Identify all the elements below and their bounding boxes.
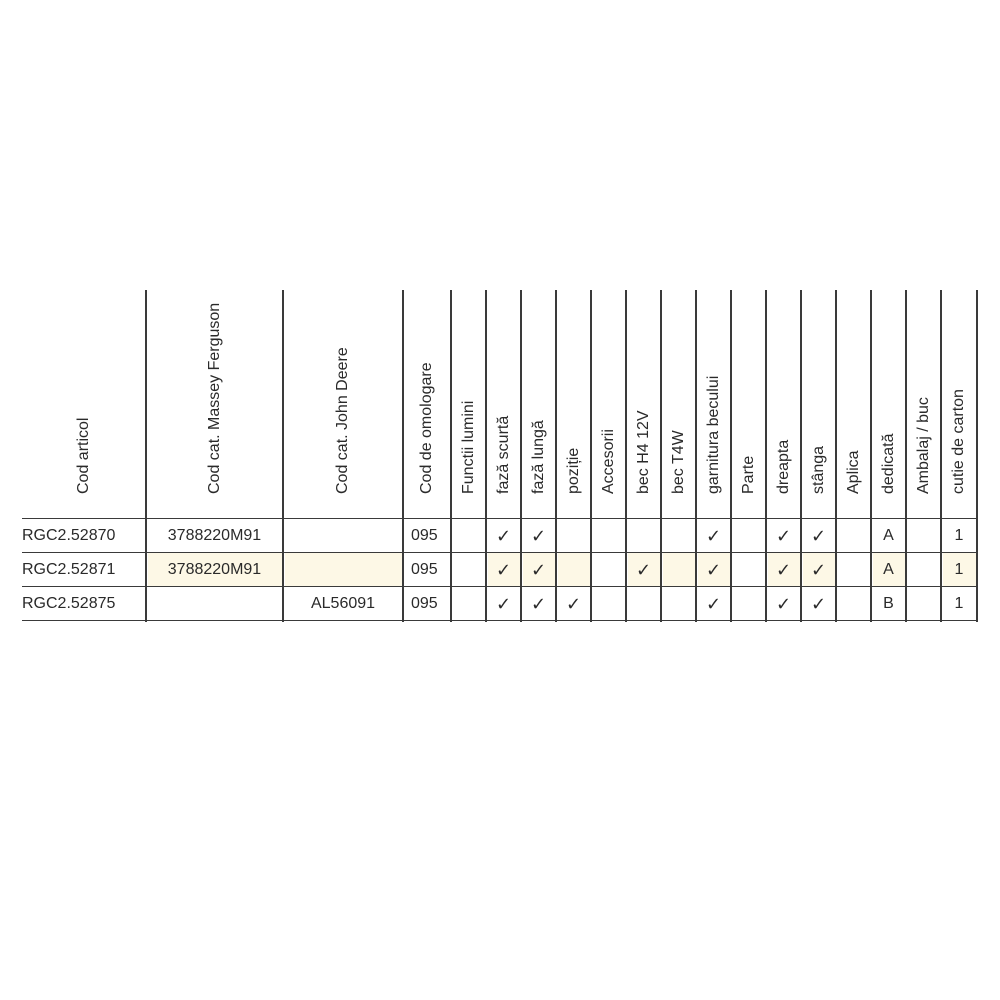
table-cell: RGC2.52871 xyxy=(22,561,116,578)
column-header xyxy=(451,290,486,518)
column-header-label: Accesorii xyxy=(599,429,617,494)
check-mark-icon: ✓ xyxy=(705,594,722,614)
check-mark-icon: ✓ xyxy=(775,560,792,580)
check-mark-icon: ✓ xyxy=(530,526,547,546)
column-header-label: fază lungă xyxy=(529,420,547,494)
check-mark-icon: ✓ xyxy=(810,526,827,546)
column-divider xyxy=(590,290,592,622)
row-highlight xyxy=(285,553,403,587)
column-header xyxy=(871,290,906,518)
column-header xyxy=(486,290,521,518)
column-header-label: poziție xyxy=(564,447,582,494)
check-mark-icon: ✓ xyxy=(775,594,792,614)
column-divider xyxy=(402,290,404,622)
column-header-label: dedicată xyxy=(879,433,897,494)
column-header xyxy=(591,290,626,518)
table-cell: A xyxy=(883,527,894,544)
column-header xyxy=(146,290,283,518)
table-cell: B xyxy=(883,595,894,612)
column-header-label: bec T4W xyxy=(669,430,687,494)
table-cell: 1 xyxy=(954,561,964,578)
column-header-label: bec H4 12V xyxy=(634,410,652,494)
check-mark-icon: ✓ xyxy=(705,560,722,580)
column-header xyxy=(283,290,403,518)
column-header xyxy=(836,290,871,518)
table-cell: 095 xyxy=(411,561,438,578)
column-header-label: Cod articol xyxy=(75,417,92,494)
check-mark-icon: ✓ xyxy=(565,594,582,614)
row-highlight xyxy=(558,553,591,587)
table-cell: AL56091 xyxy=(310,595,376,612)
table-cell: RGC2.52875 xyxy=(22,595,116,612)
column-header-label: dreapta xyxy=(774,439,792,494)
column-header xyxy=(766,290,801,518)
column-header-label: fază scurtă xyxy=(494,415,512,494)
table-cell: 1 xyxy=(954,595,964,612)
column-header-label: Aplica xyxy=(844,450,862,494)
column-header xyxy=(403,290,451,518)
check-mark-icon: ✓ xyxy=(810,594,827,614)
column-header xyxy=(801,290,836,518)
column-header xyxy=(696,290,731,518)
column-header-label: cutie de carton xyxy=(950,389,967,494)
column-header-label: Cod de omologare xyxy=(418,362,435,494)
row-highlight xyxy=(663,553,696,587)
table-cell: 1 xyxy=(954,527,964,544)
table-cell: 095 xyxy=(411,595,438,612)
check-mark-icon: ✓ xyxy=(495,526,512,546)
column-header xyxy=(731,290,766,518)
check-mark-icon: ✓ xyxy=(705,526,722,546)
column-header xyxy=(906,290,941,518)
table-cell: 3788220M91 xyxy=(167,561,262,578)
column-header xyxy=(521,290,556,518)
spec-table xyxy=(22,290,977,620)
check-mark-icon: ✓ xyxy=(530,594,547,614)
column-header-label: garnitura becului xyxy=(704,375,722,494)
column-header-label: Cod cat. John Deere xyxy=(334,347,351,494)
column-header-label: stânga xyxy=(809,445,827,494)
column-header xyxy=(661,290,696,518)
check-mark-icon: ✓ xyxy=(810,560,827,580)
table-cell: RGC2.52870 xyxy=(22,527,116,544)
column-header-label: Cod cat. Massey Ferguson xyxy=(205,302,223,494)
column-header xyxy=(626,290,661,518)
column-header-label: Parte xyxy=(739,455,757,494)
table-cell: 095 xyxy=(411,527,438,544)
column-header xyxy=(556,290,591,518)
table-cell: A xyxy=(883,561,894,578)
column-header xyxy=(22,290,146,518)
table-cell: 3788220M91 xyxy=(167,527,262,544)
column-header xyxy=(941,290,977,518)
check-mark-icon: ✓ xyxy=(530,560,547,580)
check-mark-icon: ✓ xyxy=(635,560,652,580)
column-header-label: Functii lumini xyxy=(459,400,477,494)
check-mark-icon: ✓ xyxy=(495,560,512,580)
column-header-label: Ambalaj / buc xyxy=(914,397,932,494)
check-mark-icon: ✓ xyxy=(495,594,512,614)
check-mark-icon: ✓ xyxy=(775,526,792,546)
